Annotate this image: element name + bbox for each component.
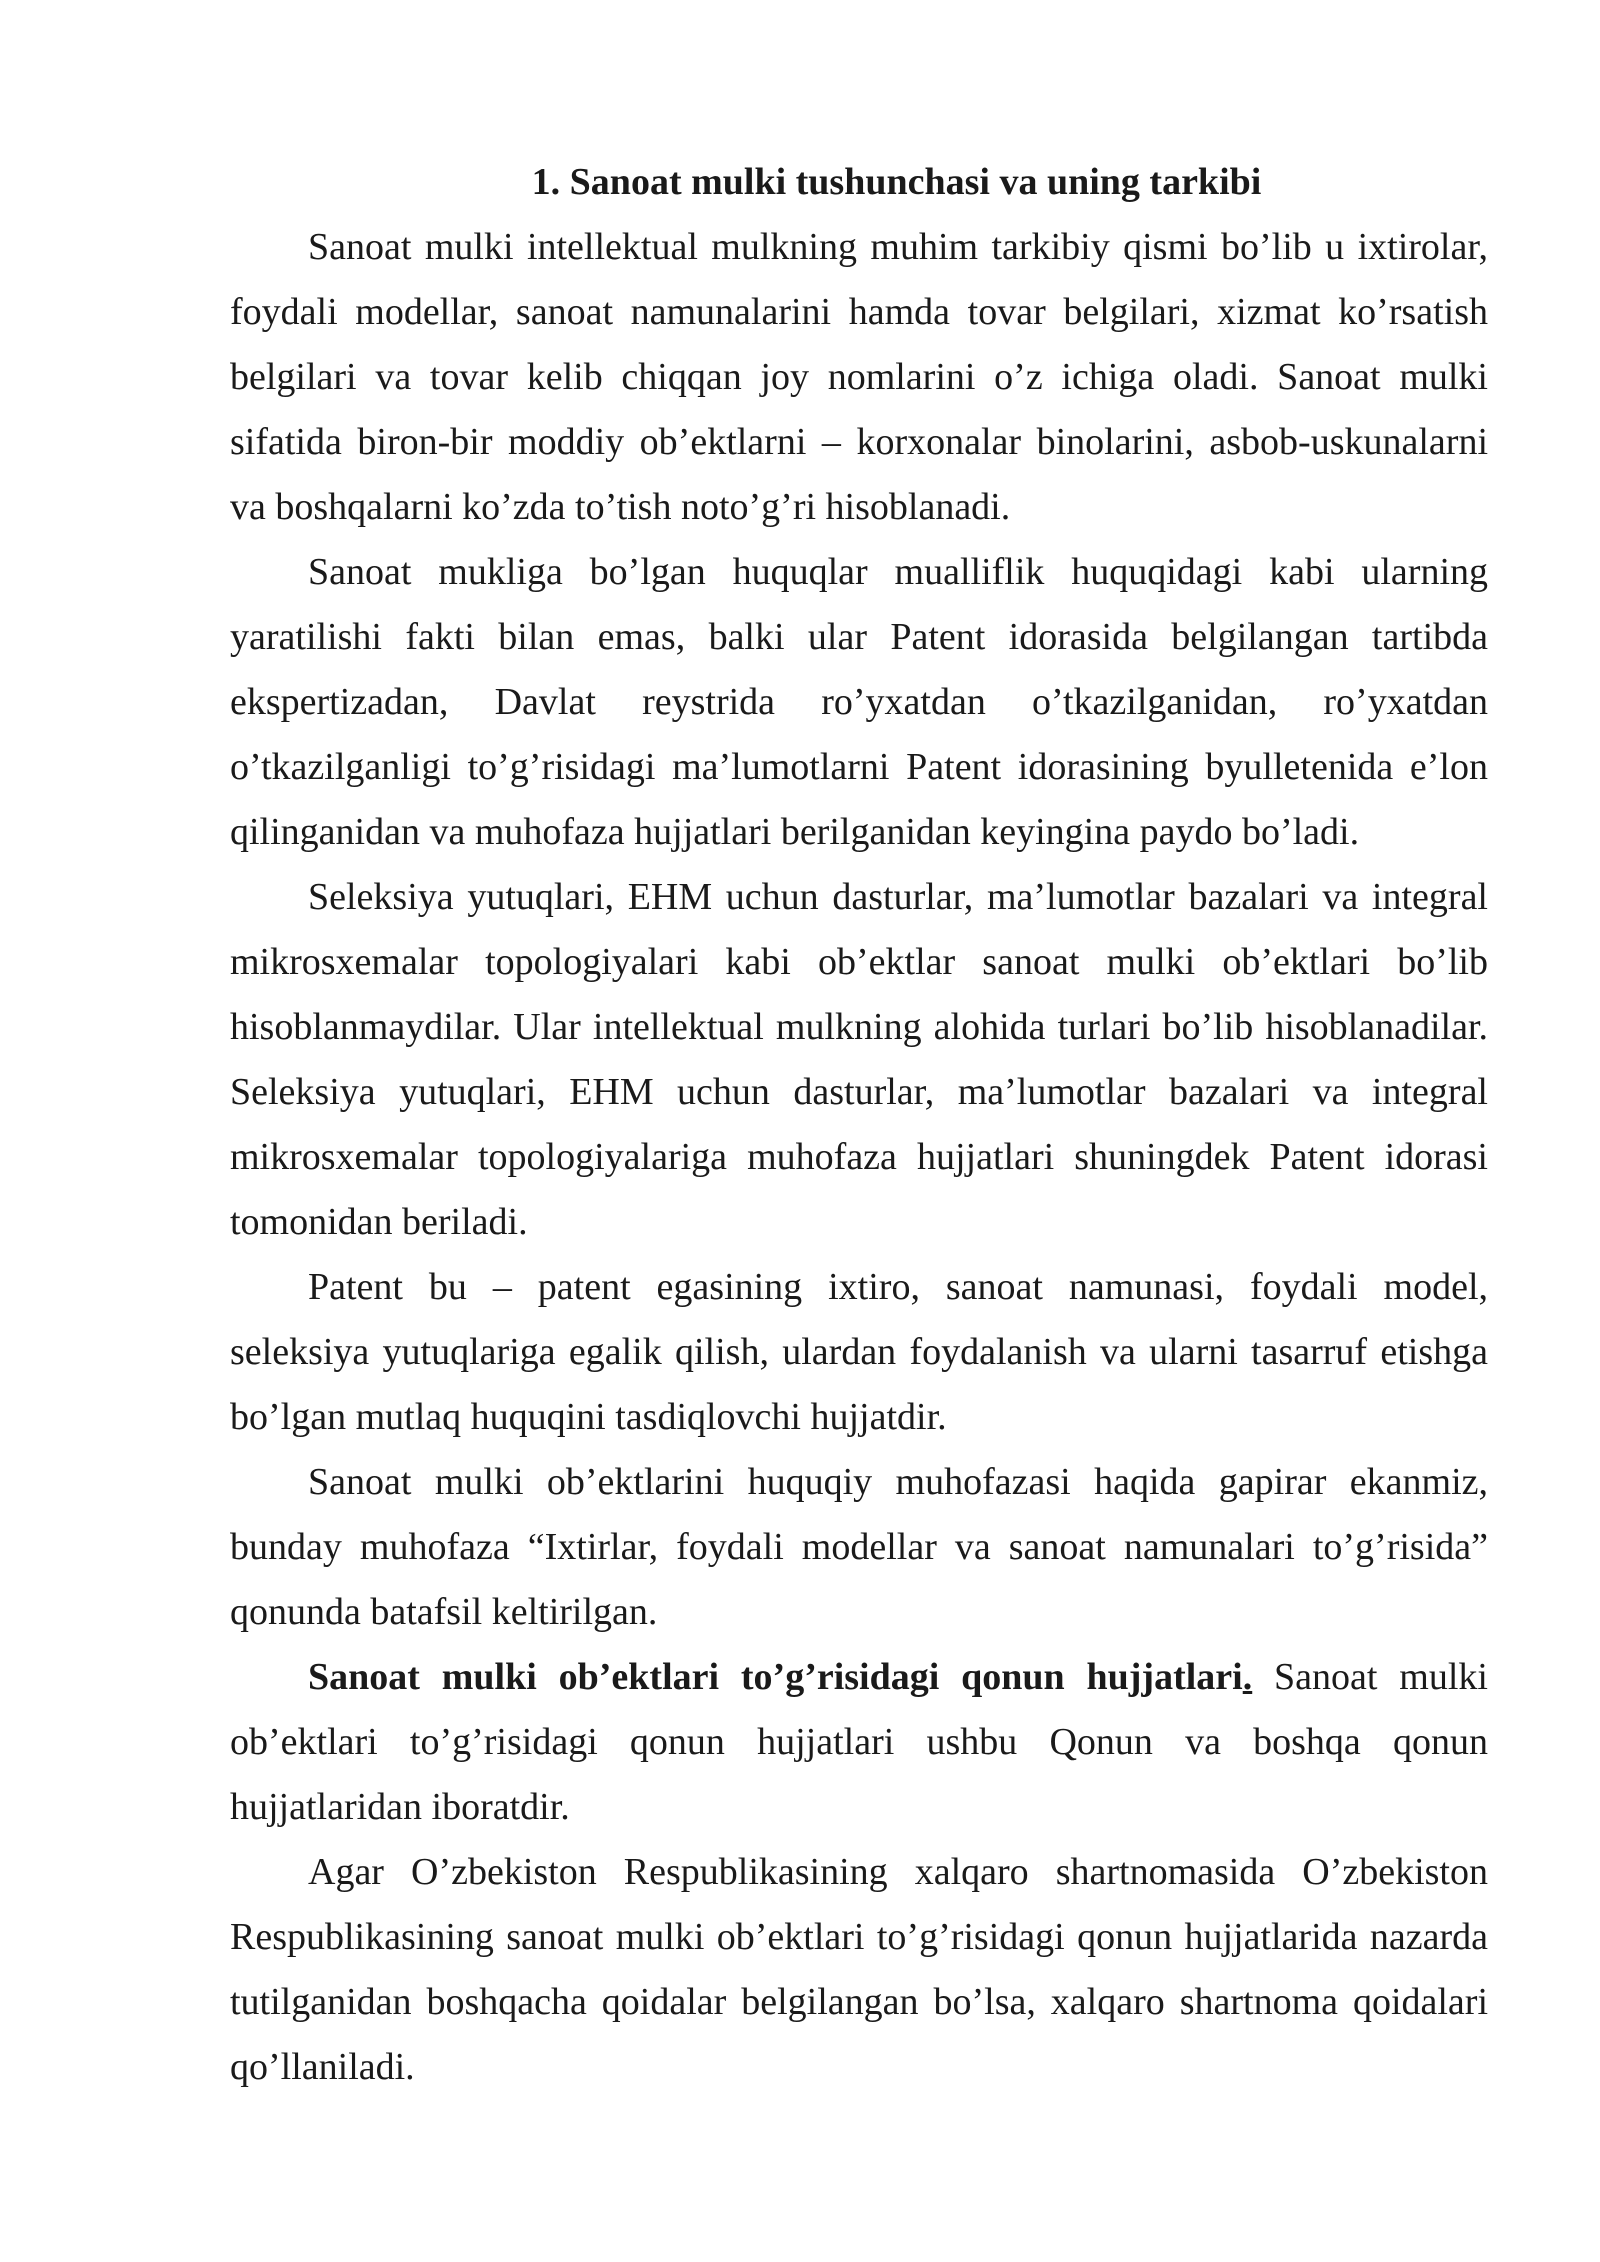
paragraph-industrial-property-definition: Sanoat mulki intellektual mulkning muhim tarkibiy qismi bo’lib u ixtirolar, foydali modellar, sanoat namunalarini hamda tovar belgilari, xizmat ko’rsatish belgilari va tovar kelib chiqqan joy nomlarini o’z ichiga oladi. Sanoat mulki sifatida biron-bir moddiy ob’ektlarni – korxonalar binolarini, asbob-uskunalarni va boshqalarni ko’zda to’tish noto’g’ri hisoblanadi. bbox=[230, 226, 1488, 528]
paragraph-legislation bbox=[230, 1645, 1488, 1840]
paragraph-international-treaty: Agar O’zbekiston Respublikasining xalqaro shartnomasida O’zbekiston Respublikasining sanoat mulki ob’ektlari to’g’risidagi qonun hujjatlarida nazarda tutilganidan boshqacha qoidalar belgilangan bo’lsa, xalqaro shartnoma qoidalari qo’llaniladi. bbox=[230, 1851, 1488, 2088]
section-title: 1. Sanoat mulki tushunchasi va uning tarkibi bbox=[531, 161, 1262, 203]
legislation-heading: Sanoat mulki ob’ektlari to’g’risidagi qonun hujjatlari bbox=[308, 1656, 1243, 1698]
paragraph-patent-definition: Patent bu – patent egasining ixtiro, sanoat namunasi, foydali model, seleksiya yutuqlariga egalik qilish, ulardan foydalanish va ularni tasarruf etishga bo’lgan mutlaq huquqini tasdiqlovchi hujjatdir. bbox=[230, 1266, 1488, 1438]
paragraph-rights-origin: Sanoat mukliga bo’lgan huquqlar mualliflik huquqidagi kabi ularning yaratilishi fakti bilan emas, balki ular Patent idorasida belgilangan tartibda ekspertizadan, Davlat reystrida ro’yxatdan o’tkazilganidan, ro’yxatdan o’tkazilganligi to’g’risidagi ma’lumotlarni Patent idorasining byulletenida e’lon qilinganidan va muhofaza hujjatlari berilganidan keyingina paydo bo’ladi. bbox=[230, 551, 1488, 853]
paragraph-legal-protection: Sanoat mulki ob’ektlarini huquqiy muhofazasi haqida gapirar ekanmiz, bunday muhofaza “Ixtirlar, foydali modellar va sanoat namunalari to’g’risida” qonunda batafsil keltirilgan. bbox=[230, 1461, 1488, 1633]
paragraph-excluded-objects: Seleksiya yutuqlari, EHM uchun dasturlar, ma’lumotlar bazalari va integral mikrosxemalar topologiyalari kabi ob’ektlar sanoat mulki ob’ektlari bo’lib hisoblanmaydilar. Ular intellektual mulkning alohida turlari bo’lib hisoblanadilar. Seleksiya yutuqlari, EHM uchun dasturlar, ma’lumotlar bazalari va integral mikrosxemalar topologiyalariga muhofaza hujjatlari shuningdek Patent idorasi tomonidan beriladi. bbox=[230, 876, 1488, 1243]
legislation-heading-dot: . bbox=[1242, 1656, 1253, 1698]
document-page bbox=[230, 150, 1488, 2100]
legislation-text: Sanoat mulki ob’ektlari to’g’risidagi qonun hujjatlari ushbu Qonun va boshqa qonun hujjatlaridan iboratdir. bbox=[230, 1656, 1488, 1828]
